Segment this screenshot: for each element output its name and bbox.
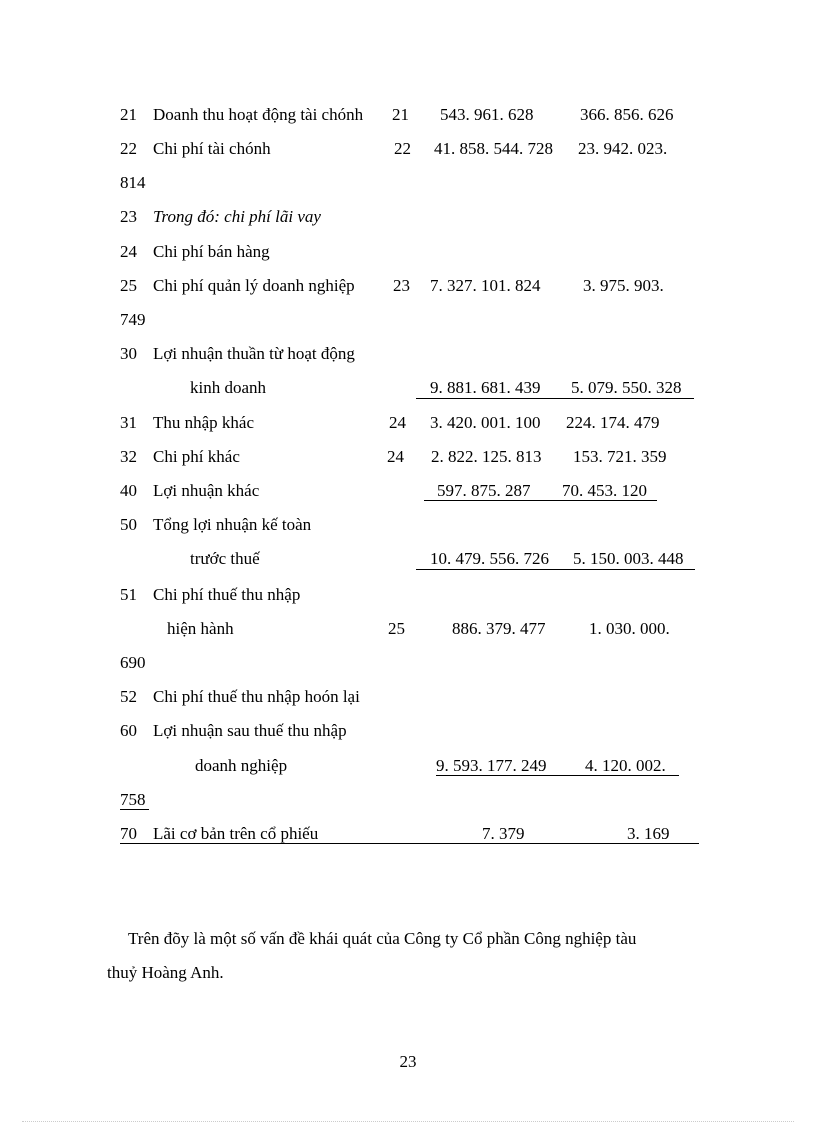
row-label: Tổng lợi nhuận kế toàn (153, 515, 312, 534)
row-current: 10. 479. 556. 726 (430, 549, 549, 568)
closing-paragraph-line2: thuỷ Hoàng Anh. (107, 963, 224, 982)
row-previous: 23. 942. 023. (578, 139, 668, 158)
row-code: 40 (120, 481, 137, 500)
row-underline (120, 843, 699, 844)
row-underline (436, 775, 679, 776)
row-current: 9. 881. 681. 439 (430, 378, 541, 397)
row-code: 52 (120, 687, 137, 706)
row-underline (416, 398, 694, 399)
row-label-cont: trước thuế (190, 549, 260, 568)
row-current: 886. 379. 477 (452, 619, 546, 638)
row-note: 24 (389, 413, 406, 432)
row-current: 597. 875. 287 (437, 481, 531, 500)
row-code: 22 (120, 139, 137, 158)
row-wrap: 814 (120, 173, 146, 192)
row-current: 543. 961. 628 (440, 105, 534, 124)
row-label-cont: kinh doanh (190, 378, 267, 397)
row-current: 7. 327. 101. 824 (430, 276, 541, 295)
row-previous: 4. 120. 002. (585, 756, 666, 775)
row-label: Chi phí quản lý doanh nghiệp (153, 276, 355, 295)
row-note: 23 (393, 276, 410, 295)
row-label: Lợi nhuận thuần từ hoạt động (153, 344, 355, 363)
row-code: 31 (120, 413, 137, 432)
row-label: Doanh thu hoạt động tài chónh (153, 105, 364, 124)
row-label: Thu nhập khác (153, 413, 255, 432)
row-underline (424, 500, 657, 501)
row-label: Chi phí thuế thu nhập hoón lại (153, 687, 360, 706)
row-current: 9. 593. 177. 249 (436, 756, 547, 775)
row-label: Chi phí bán hàng (153, 242, 270, 261)
row-previous: 3. 169 (627, 824, 670, 843)
row-previous: 1. 030. 000. (589, 619, 670, 638)
row-code: 60 (120, 721, 137, 740)
row-current: 41. 858. 544. 728 (434, 139, 553, 158)
row-code: 24 (120, 242, 137, 261)
row-label-cont: doanh nghiệp (195, 756, 288, 775)
row-label: Chi phí thuế thu nhập (153, 585, 301, 604)
row-label: Lãi cơ bản trên cổ phiếu (153, 824, 319, 843)
page-number: 23 (399, 1052, 417, 1071)
row-previous: 5. 150. 003. 448 (573, 549, 684, 568)
row-previous: 5. 079. 550. 328 (571, 378, 682, 397)
row-current: 7. 379 (482, 824, 525, 843)
row-previous: 153. 721. 359 (573, 447, 667, 466)
row-previous: 366. 856. 626 (580, 105, 674, 124)
row-label-cont: hiện hành (167, 619, 234, 638)
row-code: 25 (120, 276, 137, 295)
row-code: 21 (120, 105, 137, 124)
row-code: 23 (120, 207, 137, 226)
row-current: 3. 420. 001. 100 (430, 413, 541, 432)
row-note: 22 (394, 139, 411, 158)
row-previous: 3. 975. 903. (583, 276, 664, 295)
row-label: Lợi nhuận khác (153, 481, 260, 500)
row-wrap: 690 (120, 653, 146, 672)
row-note: 21 (392, 105, 409, 124)
row-code: 32 (120, 447, 137, 466)
row-note: 24 (387, 447, 404, 466)
row-wrap: 758 (120, 790, 146, 809)
row-label: Chi phí khác (153, 447, 240, 466)
row-wrap: 749 (120, 310, 146, 329)
row-underline (416, 569, 695, 570)
row-code: 30 (120, 344, 137, 363)
row-label: Trong đó: chi phí lãi vay (153, 207, 321, 226)
row-underline (120, 809, 149, 810)
row-code: 51 (120, 585, 137, 604)
row-label: Chi phí tài chónh (153, 139, 271, 158)
row-code: 70 (120, 824, 137, 843)
row-label: Lợi nhuận sau thuế thu nhập (153, 721, 347, 740)
row-previous: 70. 453. 120 (562, 481, 647, 500)
page-bottom-border (22, 1121, 794, 1122)
closing-paragraph-line1: Trên đõy là một số vấn đề khái quát của Công ty Cổ phần Công nghiệp tàu (128, 929, 637, 948)
row-current: 2. 822. 125. 813 (431, 447, 542, 466)
row-previous: 224. 174. 479 (566, 413, 660, 432)
row-code: 50 (120, 515, 137, 534)
row-note: 25 (388, 619, 405, 638)
